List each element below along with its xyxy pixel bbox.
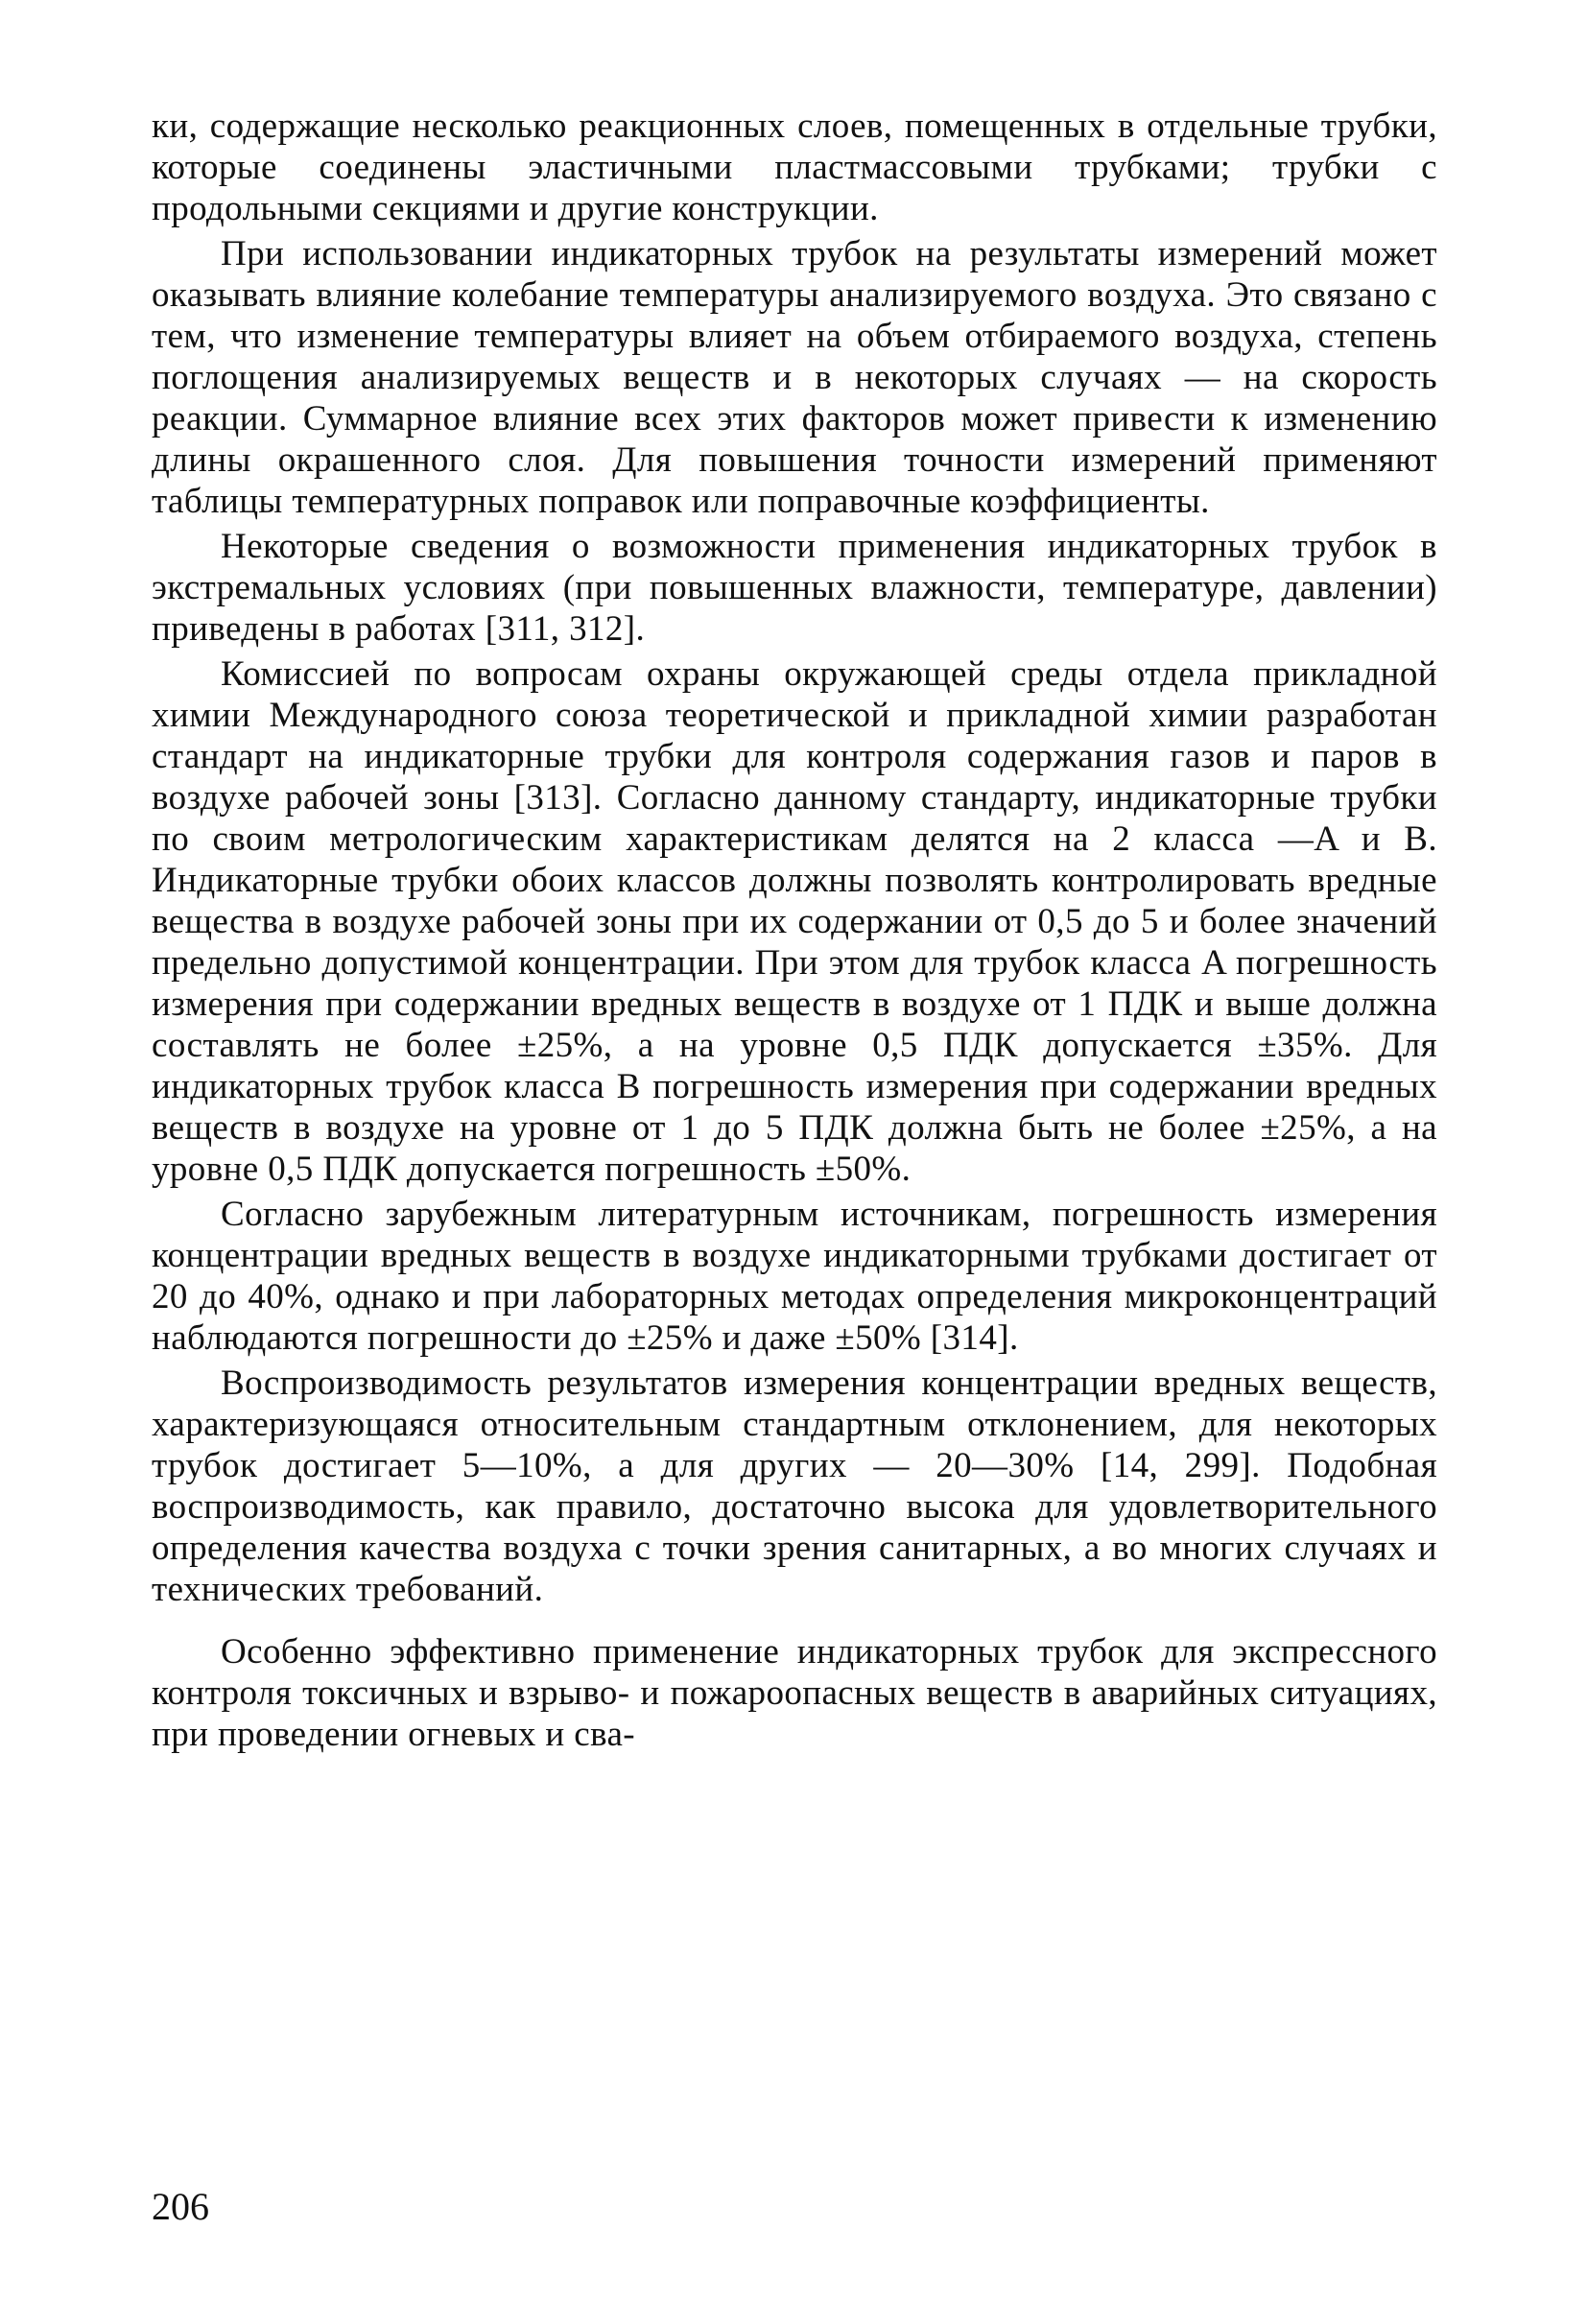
paragraph-emergency-control: Особенно эффективно применение индикаторных трубок для экспрессного контроля токсичных и взрыво- и пожароопасных веществ в аварийных ситуациях, при проведении огневых и сва- bbox=[152, 1632, 1437, 1754]
paragraph-foreign-sources: Согласно зарубежным литературным источникам, погрешность измерения концентрации вредных веществ в воздухе индикаторными трубками достигает от 20 до 40%, однако и при лабораторных методах определения микроконцентраций наблюдаются погрешности до ±25% и даже ±50% [314]. bbox=[152, 1195, 1437, 1358]
page-body bbox=[152, 106, 1437, 1755]
paragraph-iupac-standard: Комиссией по вопросам охраны окружающей среды отдела прикладной химии Международного союза теоретической и прикладной химии разработан стандарт на индикаторные трубки для контроля содержания газов и паров в воздухе рабочей зоны [313]. Согласно данному стандарту, индикаторные трубки по своим метрологическим характеристикам делятся на 2 класса —A и B. Индикаторные трубки обоих классов должны позволять контролировать вредные вещества в воздухе рабочей зоны при их содержании от 0,5 до 5 и более значений предельно допустимой концентрации. При этом для трубок класса A погрешность измерения при содержании вредных веществ в воздухе от 1 ПДК и выше должна составлять не более ±25%, а на уровне 0,5 ПДК допускается ±35%. Для индикаторных трубок класса B погрешность измерения при содержании вредных веществ в воздухе на уровне от 1 до 5 ПДК должна быть не более ±25%, а на уровне 0,5 ПДК допускается погрешность ±50%. bbox=[152, 654, 1437, 1189]
paragraph-continuation: ки, содержащие несколько реакционных слоев, помещенных в отдельные трубки, которые соединены эластичными пластмассовыми трубками; трубки с продольными секциями и другие конструкции. bbox=[152, 107, 1437, 228]
paragraph-temperature-influence: При использовании индикаторных трубок на результаты измерений может оказывать влияние колебание температуры анализируемого воздуха. Это связано с тем, что изменение температуры влияет на объем отбираемого воздуха, степень поглощения анализируемых веществ и в некоторых случаях — на скорость реакции. Суммарное влияние всех этих факторов может привести к изменению длины окрашенного слоя. Для повышения точности измерений применяют таблицы температурных поправок или поправочные коэффициенты. bbox=[152, 234, 1437, 521]
paragraph-extreme-conditions: Некоторые сведения о возможности применения индикаторных трубок в экстремальных условиях (при повышенных влажности, температуре, давлении) приведены в работах [311, 312]. bbox=[152, 527, 1437, 649]
paragraph-reproducibility: Воспроизводимость результатов измерения концентрации вредных веществ, характеризующаяся относительным стандартным отклонением, для некоторых трубок достигает 5—10%, а для других — 20—30% [14, 299]. Подобная воспроизводимость, как правило, достаточно высока для удовлетворительного определения качества воздуха с точки зрения санитарных, а во многих случаях и технических требований. bbox=[152, 1364, 1437, 1609]
page-number: 206 bbox=[152, 2185, 209, 2228]
